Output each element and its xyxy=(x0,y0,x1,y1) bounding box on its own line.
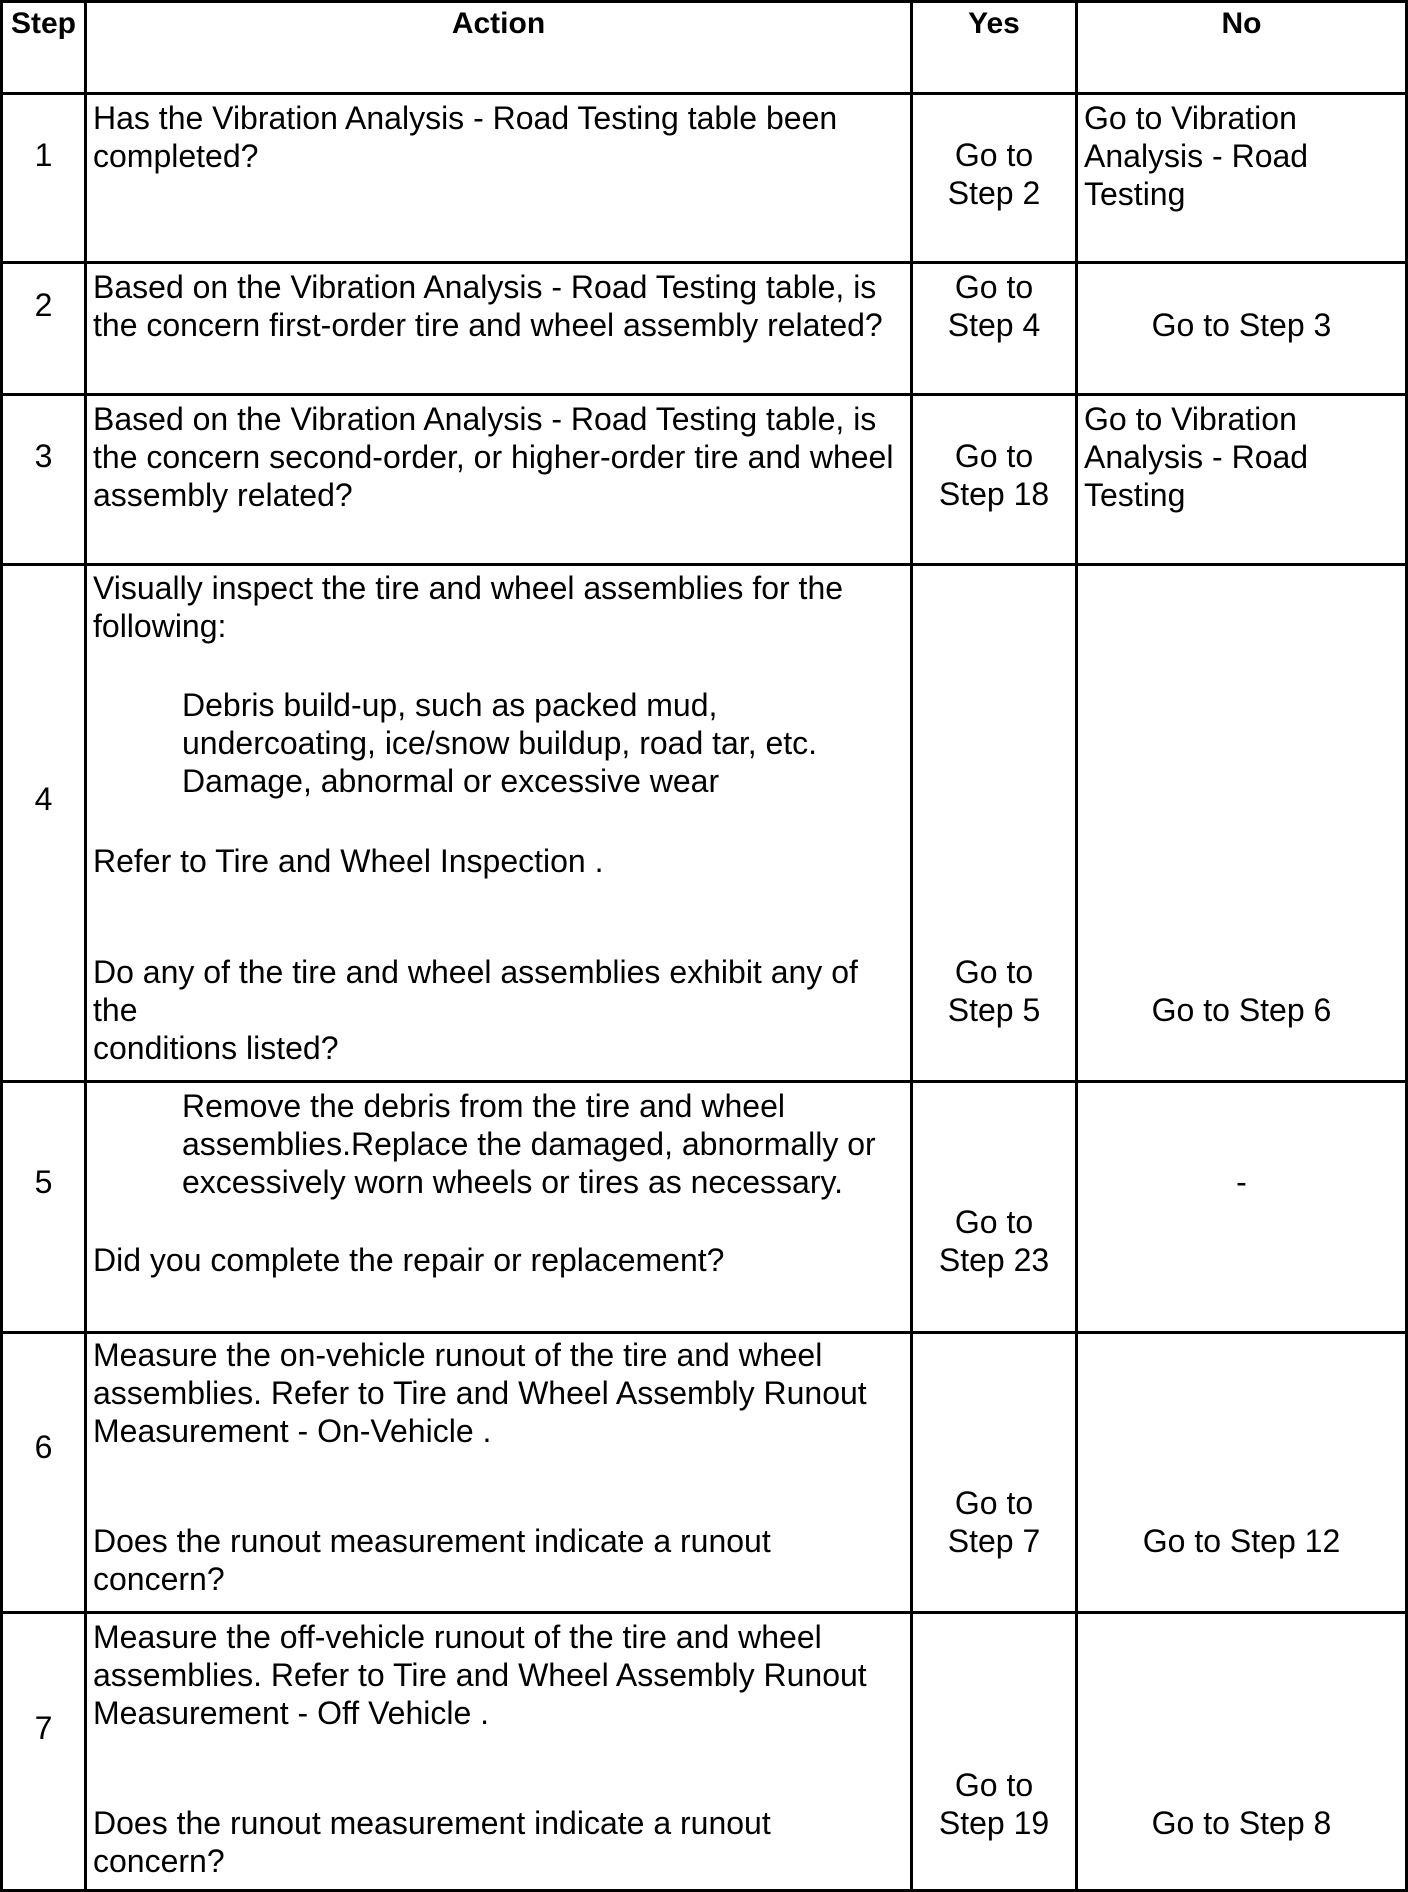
no-line: Go to Step 3 xyxy=(1151,307,1332,343)
action-question xyxy=(93,1522,908,1598)
step-number: 7 xyxy=(34,1710,53,1746)
action-line: assemblies. Refer to Tire and Wheel Assembly Runout xyxy=(93,1375,867,1411)
header-no: No xyxy=(1221,7,1262,40)
yes-line: Go to xyxy=(954,137,1034,173)
yes-line: Step 7 xyxy=(947,1523,1041,1559)
list-item: assemblies.Replace the damaged, abnormally or xyxy=(182,1126,876,1162)
header-yes: Yes xyxy=(968,7,1020,40)
action-line: Do any of the tire and wheel assemblies exhibit any of the xyxy=(93,954,858,1028)
yes-link[interactable] xyxy=(913,1203,1075,1279)
action-intro xyxy=(93,569,908,645)
row-divider xyxy=(0,261,1408,264)
yes-line: Step 4 xyxy=(947,307,1041,343)
list-item: undercoating, ice/snow buildup, road tar, etc. xyxy=(182,725,818,761)
step-number: 3 xyxy=(34,438,53,474)
row-divider xyxy=(0,563,1408,566)
action-question xyxy=(93,1804,908,1880)
yes-link[interactable] xyxy=(913,268,1075,344)
column-divider xyxy=(1075,0,1078,1892)
no-line: Testing xyxy=(1084,176,1186,212)
list-item: Remove the debris from the tire and wheel xyxy=(182,1088,785,1124)
no-link[interactable] xyxy=(1078,1522,1405,1560)
list-item: Damage, abnormal or excessive wear xyxy=(182,763,720,799)
action-line: assembly related? xyxy=(93,477,353,513)
no-link[interactable] xyxy=(1084,400,1404,514)
no-line: Go to Step 8 xyxy=(1151,1805,1332,1841)
action-line: completed? xyxy=(93,138,259,174)
no-line: Testing xyxy=(1084,477,1186,513)
step-number: 2 xyxy=(34,287,53,323)
column-divider xyxy=(84,0,87,1892)
action-question xyxy=(93,953,908,1067)
step-number: 6 xyxy=(34,1429,53,1465)
yes-line: Step 5 xyxy=(947,992,1041,1028)
action-line: the concern second-order, or higher-order tire and wheel xyxy=(93,439,894,475)
action-line: assemblies. Refer to Tire and Wheel Assembly Runout xyxy=(93,1657,867,1693)
row-divider xyxy=(0,0,1408,3)
row-divider xyxy=(0,393,1408,396)
yes-link[interactable] xyxy=(913,437,1075,513)
yes-line: Go to xyxy=(954,1767,1034,1803)
list-item: excessively worn wheels or tires as necessary. xyxy=(182,1164,843,1200)
step-number: 1 xyxy=(34,137,53,173)
action-list xyxy=(182,686,908,800)
no-line: Go to Vibration xyxy=(1084,100,1297,136)
no-value xyxy=(1078,1163,1405,1201)
action-line: Based on the Vibration Analysis - Road Testing table, is xyxy=(93,401,877,437)
yes-line: Step 23 xyxy=(938,1242,1050,1278)
yes-line: Step 18 xyxy=(938,476,1050,512)
no-link[interactable] xyxy=(1078,1804,1405,1842)
action-line: Visually inspect the tire and wheel assemblies for the xyxy=(93,570,844,606)
action-line: Has the Vibration Analysis - Road Testing table been xyxy=(93,100,838,136)
yes-line: Go to xyxy=(954,1204,1034,1240)
action-line: Measurement - Off Vehicle . xyxy=(93,1695,490,1731)
yes-line: Step 19 xyxy=(938,1805,1050,1841)
action-line: the concern first-order tire and wheel assembly related? xyxy=(93,307,883,343)
refer-link[interactable]: Refer to Tire and Wheel Inspection . xyxy=(93,843,604,879)
yes-line: Go to xyxy=(954,954,1034,990)
yes-link[interactable] xyxy=(913,1766,1075,1842)
action-text xyxy=(93,400,908,514)
action-line: Did you complete the repair or replacement? xyxy=(93,1242,725,1278)
yes-line: Go to xyxy=(954,438,1034,474)
action-line: Based on the Vibration Analysis - Road Testing table, is xyxy=(93,269,877,305)
step-number: 5 xyxy=(34,1164,53,1200)
row-divider xyxy=(0,1080,1408,1083)
no-link[interactable] xyxy=(1084,99,1404,213)
row-divider xyxy=(0,1611,1408,1614)
no-line: Go to Step 12 xyxy=(1142,1523,1341,1559)
row-divider xyxy=(0,92,1408,95)
header-step: Step xyxy=(10,7,76,40)
row-divider xyxy=(0,1331,1408,1334)
no-line: Analysis - Road xyxy=(1084,439,1309,475)
yes-line: Go to xyxy=(954,269,1034,305)
no-line: Analysis - Road xyxy=(1084,138,1309,174)
action-line: Measurement - On-Vehicle . xyxy=(93,1413,492,1449)
list-item: Debris build-up, such as packed mud, xyxy=(182,687,718,723)
yes-link[interactable] xyxy=(913,953,1075,1029)
action-question xyxy=(93,1241,908,1279)
step-number: 4 xyxy=(34,781,53,817)
action-line: conditions listed? xyxy=(93,1030,339,1066)
action-line: Measure the off-vehicle runout of the tire and wheel xyxy=(93,1619,822,1655)
header-action: Action xyxy=(451,7,546,40)
action-intro xyxy=(93,1336,908,1450)
no-link[interactable] xyxy=(1078,991,1405,1029)
action-line: following: xyxy=(93,608,227,644)
no-line: Go to Vibration xyxy=(1084,401,1297,437)
no-line: Go to Step 6 xyxy=(1151,992,1332,1028)
action-text xyxy=(93,268,908,344)
column-divider xyxy=(0,0,3,1892)
action-intro xyxy=(93,1618,908,1732)
yes-link[interactable] xyxy=(913,1484,1075,1560)
action-line: Does the runout measurement indicate a runout concern? xyxy=(93,1805,771,1879)
yes-line: Go to xyxy=(954,1485,1034,1521)
yes-line: Step 2 xyxy=(947,175,1041,211)
action-list xyxy=(182,1087,908,1201)
no-link[interactable] xyxy=(1078,306,1405,344)
no-line: - xyxy=(1236,1164,1247,1200)
action-line: Does the runout measurement indicate a runout concern? xyxy=(93,1523,771,1597)
action-text xyxy=(93,99,908,175)
action-line: Measure the on-vehicle runout of the tire and wheel xyxy=(93,1337,823,1373)
yes-link[interactable] xyxy=(913,136,1075,212)
